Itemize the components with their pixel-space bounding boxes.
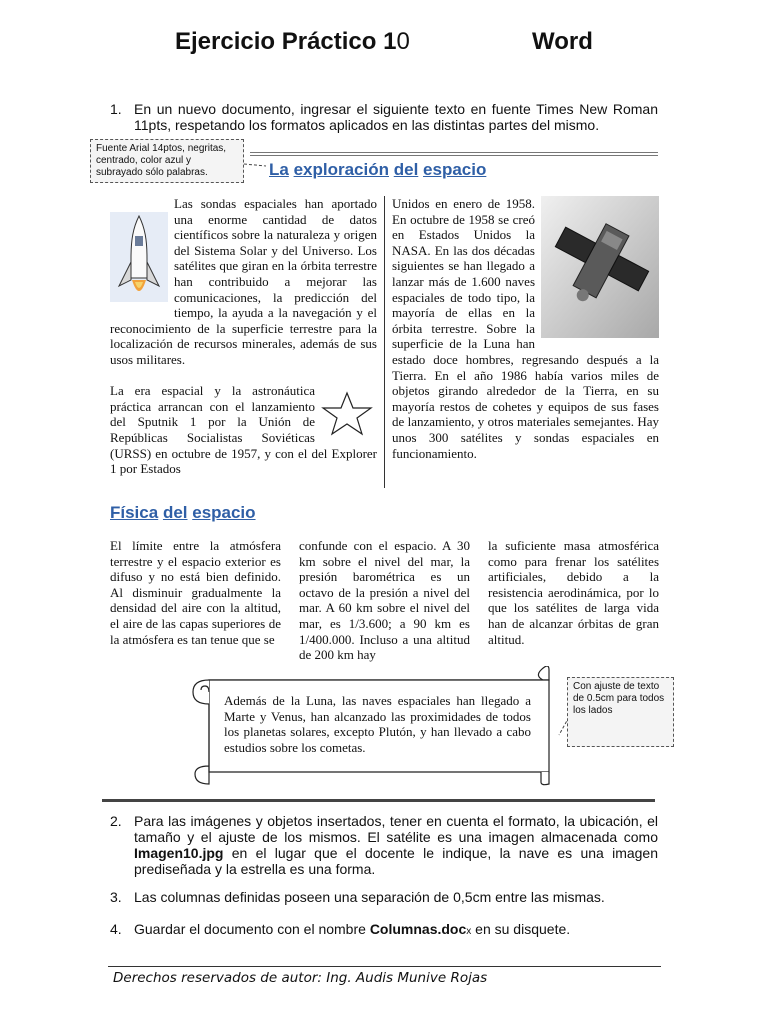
section2-column-1: El límite entre la atmósfera terrestre y el espacio exterior es difuso y no está bien definido. Al disminuir gradualmente la densidad del aire con la altitud, el aire de las capas superiores de la atmósfera es tan tenue que se [110,538,281,647]
page-title: Ejercicio Práctico 10 [175,28,410,55]
section1-column-1: Las sondas espaciales han aportado una enorme cantidad de datos científicos sobre la naturaleza y origen del Sistema Solar y del Universo. Los satélites que giran en la órbita terrestre han contribuido a mejorar las comunicaciones, la predicción del tiempo, la ayuda a la navegación y el reconocimiento de la superficie terrestre para la localización de recursos minerales, además de sus usos militares. La era espacial y la astronáutica práctica arrancan con el lanzamiento del Sputnik 1 por la Unión de Repúblicas Socialistas Soviéticas (URSS) en octubre de 1957, y con el del Explorer 1 por Estados [110,196,377,477]
callout-pointer [244,158,268,170]
section1-column-2: Unidos en enero de 1958. En octubre de 1958 se creó en Estados Unidos la NASA. En las dos décadas siguientes se han llegado a lanzar más de 1.600 naves espaciales de todo tipo, la mayoría de ellas en la órbita terrestre. Sobre la superficie de la Luna han estado doce hombres, regresando después a la Tierra. En el año 1986 había varios miles de objetos girando alrededor de la Tierra, en su mayoría restos de cohetes y equipos de sus fases de lanzamiento, y otros materiales semejantes. Hay unos 300 satélites y sondas espaciales en funcionamiento. [392,196,659,461]
footer-copyright: Derechos reservados de autor: Ing. Audis Munive Rojas [113,970,488,986]
column-divider [384,196,385,488]
satellite-image [541,196,659,338]
page-app-name: Word [532,28,593,55]
section2-column-3: la suficiente masa atmosférica como para frenar los satélites artificiales, debido a la resistencia aerodinámica, por lo que los satélites de larga vida han de alcanzar órbitas de gran altitud. [488,538,659,647]
footer-rule [108,966,661,967]
star-shape-icon [319,391,377,441]
instruction-3: 3. Las columnas definidas poseen una separación de 0,5cm entre las mismas. [110,889,605,905]
heading-rule-top-2 [250,155,658,156]
callout-scroll-note: Con ajuste de texto de 0.5cm para todos los lados [567,677,674,747]
instruction-2: 2. Para las imágenes y objetos insertados, tener en cuenta el formato, la ubicación, el tamaño y el ajuste de los mismos. El satélite es una imagen almacenada como Imagen10.jpg en el lugar que el docente le indique, la nave es una imagen prediseñada y la estrella es una forma. [110,813,658,877]
section-heading-fisica: Física del espacio [110,503,256,522]
space-shuttle-icon [110,208,168,308]
instruction-4: 4. Guardar el documento con el nombre Columnas.docx en su disquete. [110,921,571,937]
section2-column-2: confunde con el espacio. A 30 km sobre el nivel del mar, la presión barométrica es un octavo de la presión a nivel del mar. A 60 km sobre el nivel del mar, es 1/3.600; a 90 km es 1/400.000. Incluso a una altitud de 200 km hay [299,538,470,663]
section-divider [102,799,655,802]
scroll-text: Además de la Luna, las naves espaciales han llegado a Marte y Venus, han alcanzado las proximidades de todos los planetas solares, excepto Plutón, y han llevado a cabo estudios sobre los cometas. [224,693,531,755]
heading-rule-top [250,152,658,153]
callout-font-note: Fuente Arial 14ptos, negritas, centrado, color azul y subrayado sólo palabras. [90,139,244,183]
instruction-1: 1. En un nuevo documento, ingresar el siguiente texto en fuente Times New Roman 11pts, respetando los formatos aplicados en las distintas partes del mismo. [110,101,658,133]
section-heading-exploracion: La exploración del espacio [269,160,487,179]
